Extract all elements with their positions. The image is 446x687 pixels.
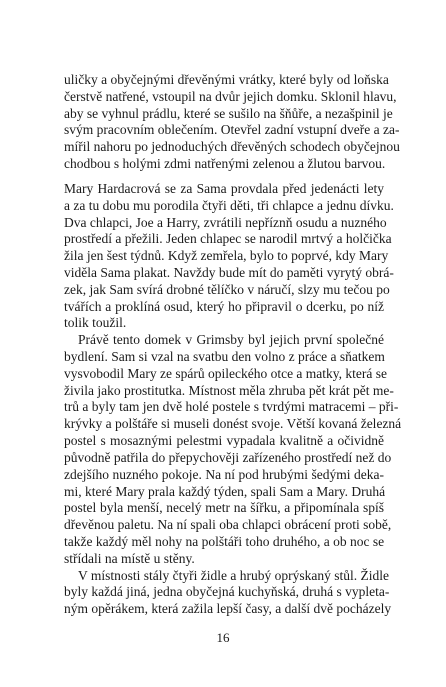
- text-line: zek, jak Sam svírá drobné tělíčko v náručí, slzy mu tečou po: [64, 281, 390, 297]
- text-line: byly každá jiná, jedna obyčejná kuchyňská, druhá s vypleta-: [64, 584, 390, 600]
- text-line: mířil nahoru po jednoduchých dřevěných schodech obyčejnou: [64, 139, 400, 155]
- text-line: postel byla menší, necelý metr na šířku, a připomínala spíš: [64, 500, 384, 516]
- text-line: krývky a polštáře si museli donést svoje. Větší kovaná železná: [64, 416, 402, 432]
- text-line: čerstvě natřené, vstoupil na dvůr jejich domku. Sklonil hlavu,: [64, 88, 397, 104]
- text-line: žila jen šest týdnů. Když zemřela, bylo to poprvé, kdy Mary: [64, 248, 389, 264]
- text-line: vysvobodil Mary ze spárů opileckého otce a matky, která se: [64, 365, 388, 381]
- text-line: a za tu dobu mu porodila čtyři děti, tři chlapce a jednu dívku.: [64, 197, 394, 213]
- text-line: aby se vyhnul prádlu, které se sušilo na šňůře, a nezašpinil je: [64, 105, 393, 121]
- text-line: střídali na místě u stěny.: [64, 550, 195, 566]
- text-line: svým pracovním oblečením. Otevřel zadní vstupní dveře a za-: [64, 122, 400, 138]
- text-line: chodbou s holými zdmi natřenými zelenou a žlutou barvou.: [64, 156, 386, 172]
- text-line: tolik toužil.: [64, 315, 127, 331]
- text-line: zdejšího nuzného pokoje. Na ní pod hrubými šedými deka-: [64, 466, 384, 482]
- text-line: viděla Sama plakat. Navždy bude mít do paměti vyrytý obrá-: [64, 264, 394, 280]
- text-line: postel s mosaznými pelestmi vypadala kvalitně a očividně: [64, 433, 384, 449]
- text-line: mi, které Mary prala každý týden, spali Sam a Mary. Druhá: [64, 483, 386, 499]
- text-line: bydlení. Sam si vzal na svatbu den volno z práce a sňatkem: [64, 349, 385, 364]
- text-line: prostředí a přežili. Jeden chlapec se narodil mrtvý a holčička: [64, 231, 392, 247]
- text-line: tvářích a proklíná osud, který ho připravil o dcerku, po níž: [64, 298, 384, 314]
- text-line: původně patřila do přepychověji zařízeného prostředí než do: [64, 449, 392, 465]
- text-line: Právě tento domek v Grimsby byl jejich první společné: [78, 332, 384, 348]
- text-line: takže každý měl nohy na polštáři toho druhého, a ob noc se: [64, 533, 385, 549]
- text-line: Mary Hardacrová se za Sama provdala před jedenácti lety: [64, 180, 384, 196]
- text-line: uličky a obyčejnými dřevěnými vrátky, které byly od loňska: [64, 72, 389, 87]
- text-line: dřevěnou paletu. Na ní spali oba chlapci obrácení proti sobě,: [64, 517, 392, 533]
- text-line: Dva chlapci, Joe a Harry, zvrátili nepříznň osudu a nuzného: [64, 214, 387, 230]
- text-line: ným opěrákem, která zažila lepší časy, a další dvě pocházely: [64, 601, 392, 617]
- text-line: V místnosti stály čtyři židle a hrubý oprýskaný stůl. Židle: [78, 567, 389, 583]
- page-number: 16: [216, 630, 230, 645]
- text-line: trů a byly tam jen dvě holé postele s tvrdými matracemi – při-: [64, 399, 399, 415]
- text-line: živila jako prostitutka. Místnost měla zhruba pět krát pět me-: [64, 382, 394, 398]
